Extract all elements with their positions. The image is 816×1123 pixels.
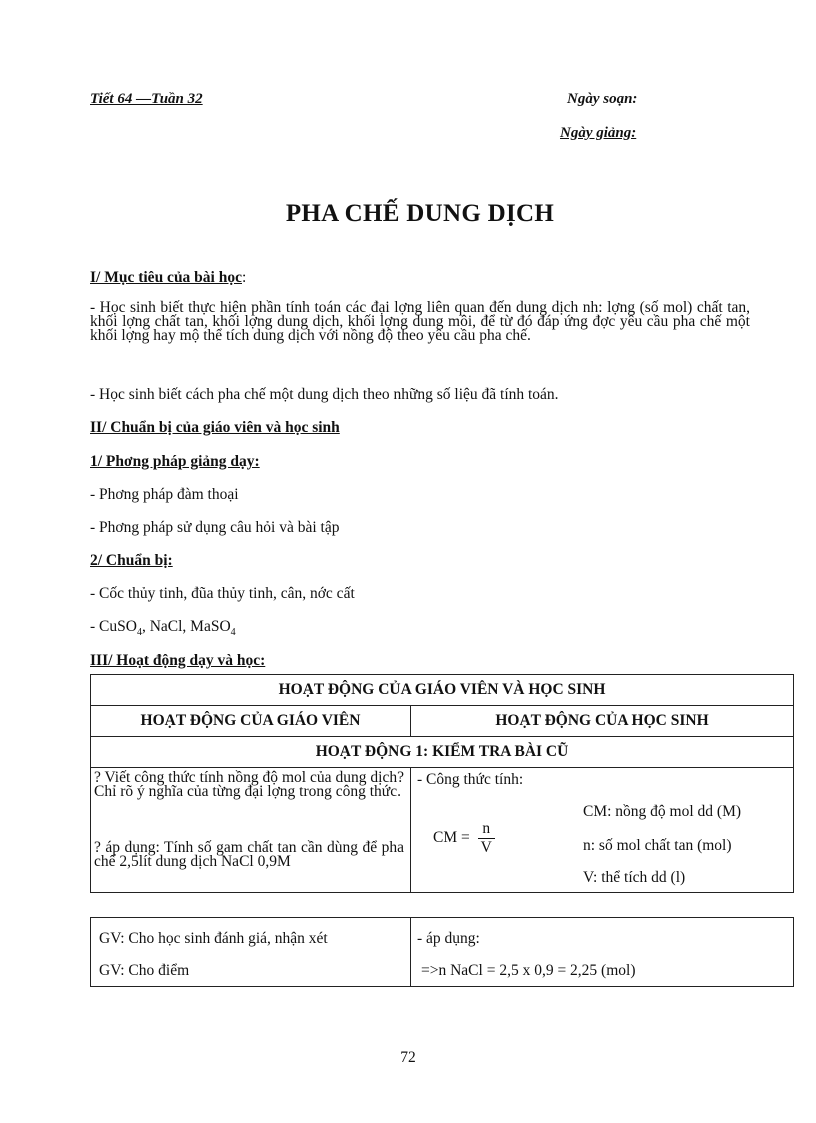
formula-fraction — [478, 820, 495, 857]
methods-heading: 1/ Phơng pháp giảng dạy: — [90, 453, 260, 470]
material-item-2 — [90, 618, 236, 638]
lesson-week-label: Tiết 64 —Tuần 32 — [90, 91, 203, 107]
objectives-heading: I/ Mục tiêu của bài học — [90, 269, 242, 286]
objective-paragraph-1: - Học sinh biết thực hiện phần tính toán các đại lợng liên quan đến dung dịch nh: lợng (số mol) chất tan, khối lợng chất tan, khối lợng dung dịch, khối lợng dung môi, để từ đó đáp ứng đợc yêu cầu pha chế một khối lợng hay mộ thể tích dung dịch với nồng độ theo yêu cầu pha chế. — [90, 299, 750, 344]
assessment-teacher-cell — [91, 918, 411, 987]
activity-1-header: HOẠT ĐỘNG 1: KIỂM TRA BÀI CŨ — [91, 737, 794, 768]
material-item-2-sub-2: 4 — [230, 627, 236, 639]
teacher-question-1: ? Viết công thức tính nồng độ mol của dung dịch? Chỉ rõ ý nghĩa của từng đại lợng trong công thức. — [94, 769, 404, 800]
student-column-header: HOẠT ĐỘNG CỦA HỌC SINH — [411, 706, 794, 737]
formula-numerator: n — [478, 820, 495, 839]
materials-heading: 2/ Chuẩn bị: — [90, 552, 173, 569]
teacher-column-header: HOẠT ĐỘNG CỦA GIÁO VIÊN — [91, 706, 411, 737]
material-item-1: - Cốc thủy tinh, đũa thủy tinh, cân, nớc cất — [90, 585, 355, 602]
table-main-header: HOẠT ĐỘNG CỦA GIÁO VIÊN VÀ HỌC SINH — [91, 675, 794, 706]
objectives-heading-wrap — [90, 269, 246, 287]
teacher-question-2: ? áp dụng: Tính số gam chất tan cần dùng để pha chế 2,5lít dung dịch NaCl 0,9M — [94, 839, 404, 870]
objectives-colon: : — [242, 269, 247, 286]
molarity-formula — [433, 820, 495, 857]
material-item-2-part-a: - CuSO — [90, 618, 137, 635]
activities-heading: III/ Hoạt động dạy và học: — [90, 652, 266, 669]
method-item-2: - Phơng pháp sử dụng câu hỏi và bài tập — [90, 519, 340, 536]
definition-cm: CM: nồng độ mol dd (M) — [583, 803, 742, 820]
teach-date-label: Ngày giảng: — [560, 125, 637, 141]
definition-n: n: số mol chất tan (mol) — [583, 837, 732, 854]
assessment-student-cell — [411, 918, 794, 987]
formula-label: - Công thức tính: — [417, 771, 524, 788]
apply-calculation: =>n NaCl = 2,5 x 0,9 = 2,25 (mol) — [421, 962, 636, 979]
formula-denominator: V — [480, 839, 492, 856]
teacher-grade-line: GV: Cho điểm — [99, 962, 190, 979]
material-item-2-part-b: , NaCl, MaSO — [141, 618, 231, 635]
teacher-evaluate-line: GV: Cho học sinh đánh giá, nhận xét — [99, 930, 328, 947]
prep-date-label: Ngày soạn: — [567, 91, 638, 107]
student-cell — [411, 768, 794, 893]
definition-v: V: thể tích dd (l) — [583, 869, 686, 886]
page-number: 72 — [400, 1049, 416, 1066]
formula-lhs: CM = — [433, 829, 470, 847]
method-item-1: - Phơng pháp đàm thoại — [90, 486, 239, 503]
preparation-heading: II/ Chuẩn bị của giáo viên và học sinh — [90, 419, 340, 436]
teacher-cell — [91, 768, 411, 893]
objective-paragraph-2: - Học sinh biết cách pha chế một dung dịch theo những số liệu đã tính toán. — [90, 386, 559, 403]
apply-label: - áp dụng: — [417, 930, 480, 947]
page-title: PHA CHẾ DUNG DỊCH — [285, 200, 555, 227]
material-item-2-sub-1: 4 — [136, 627, 142, 639]
assessment-table — [90, 917, 794, 987]
activity-table — [90, 674, 794, 893]
